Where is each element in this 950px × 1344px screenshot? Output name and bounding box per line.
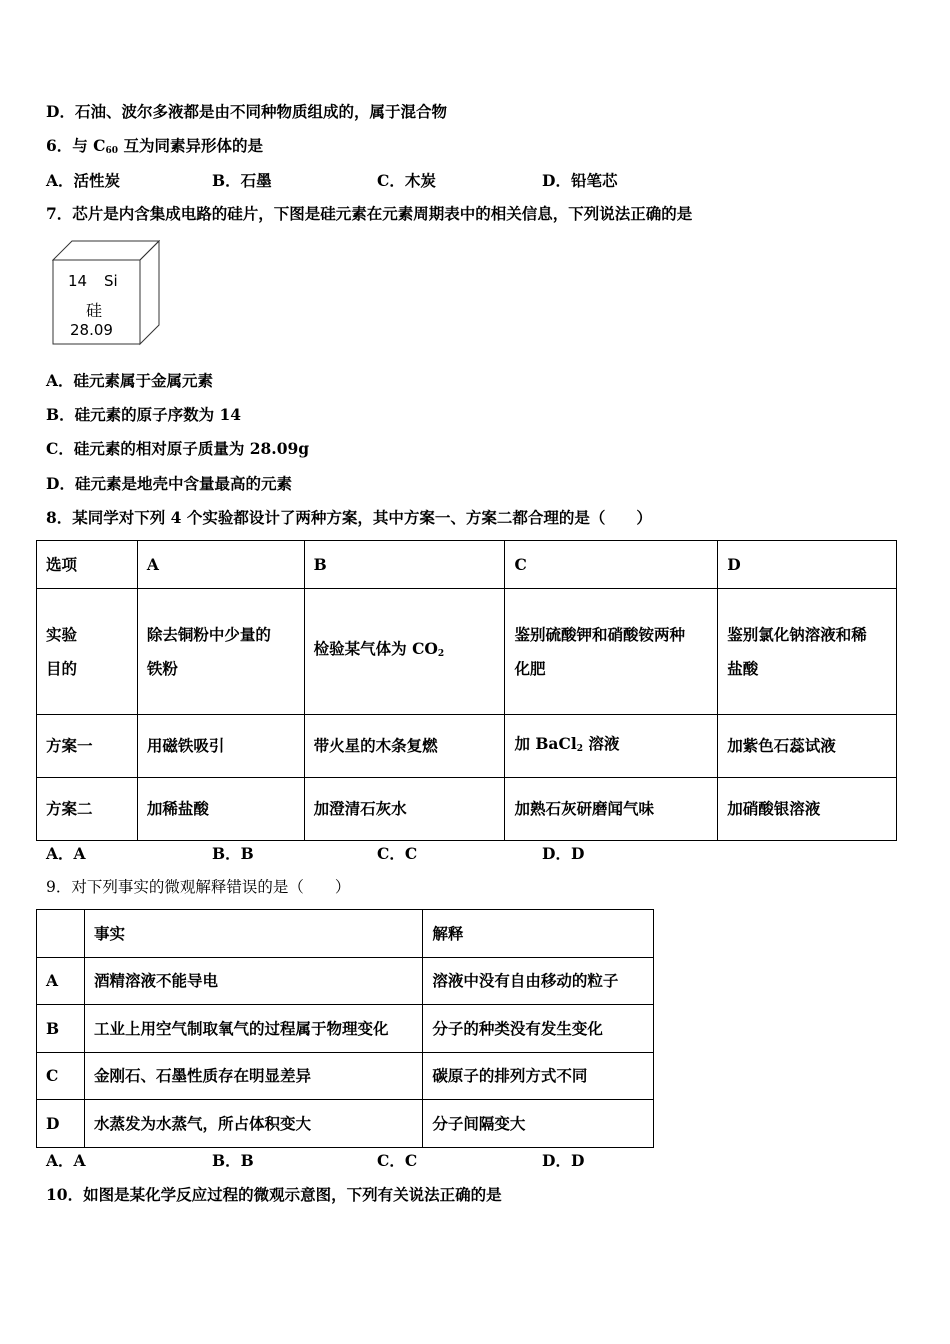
table-cell — [718, 589, 897, 715]
q6-stem-suffix: 互为同素异形体的是 — [118, 136, 263, 155]
table-cell — [137, 589, 304, 715]
cell-line: 鉴别氯化钠溶液和稀 — [727, 624, 867, 644]
table-cell: 加硝酸银溶液 — [718, 778, 897, 841]
row-label-line: 目的 — [46, 658, 78, 678]
table-row — [37, 1005, 654, 1053]
table-cell: 碳原子的排列方式不同 — [423, 1053, 654, 1100]
row-label — [37, 589, 138, 715]
table-header-row — [37, 541, 897, 589]
table-cell — [505, 715, 718, 778]
q6-option-d: D．铅笔芯 — [542, 171, 618, 190]
q6-option-c: C．木炭 — [377, 171, 436, 190]
table-row — [37, 589, 897, 715]
cell-line: 化肥 — [514, 658, 546, 678]
table-cell: 用磁铁吸引 — [137, 715, 304, 778]
cell-line: 检验某气体为 CO — [313, 639, 438, 658]
q7-option-c: C．硅元素的相对原子质量为 28.09g — [46, 439, 310, 458]
cell-line: 除去铜粉中少量的 — [146, 624, 271, 644]
table-row — [37, 1053, 654, 1100]
cell-line: 加 BaCl — [514, 733, 577, 753]
row-label-line: 实验 — [46, 624, 78, 644]
q6-stem-sub: 60 — [105, 146, 119, 156]
table-cell: 酒精溶液不能导电 — [84, 958, 422, 1005]
table-cell: 溶液中没有自由移动的粒子 — [423, 958, 654, 1005]
cell-subscript: 2 — [437, 649, 445, 659]
row-label: 方案二 — [37, 778, 138, 841]
table-cell: 分子的种类没有发生变化 — [423, 1005, 654, 1053]
q9-option-b: B．B — [212, 1151, 254, 1170]
q6-option-a: A．活性炭 — [46, 171, 121, 190]
header-cell: C — [505, 541, 718, 589]
q8-table — [36, 540, 897, 841]
row-label: A — [37, 958, 85, 1005]
q8-stem: 8．某同学对下列 4 个实验都设计了两种方案，其中方案一、方案二都合理的是（ ） — [46, 508, 652, 527]
q8-option-d: D．D — [542, 844, 585, 863]
header-cell: A — [137, 541, 304, 589]
q6-option-b: B．石墨 — [212, 171, 272, 190]
table-cell — [505, 589, 718, 715]
element-symbol: Si — [104, 272, 118, 290]
row-label: 方案一 — [37, 715, 138, 778]
table-cell: 水蒸发为水蒸气，所占体积变大 — [84, 1100, 422, 1148]
table-row — [37, 715, 897, 778]
table-cell: 分子间隔变大 — [423, 1100, 654, 1148]
table-cell: 加紫色石蕊试液 — [718, 715, 897, 778]
cell-subscript: 2 — [576, 743, 583, 754]
table-cell: 加稀盐酸 — [137, 778, 304, 841]
q7-option-b: B．硅元素的原子序数为 14 — [46, 405, 242, 424]
q8-option-c: C．C — [377, 844, 418, 863]
table-cell — [304, 589, 505, 715]
table-header-row — [37, 910, 654, 958]
table-row — [37, 778, 897, 841]
header-cell: 解释 — [423, 910, 654, 958]
table-row — [37, 958, 654, 1005]
q7-stem: 7．芯片是内含集成电路的硅片，下图是硅元素在元素周期表中的相关信息，下列说法正确的是 — [46, 204, 693, 223]
row-label: B — [37, 1005, 85, 1053]
cell-line: 溶液 — [582, 733, 620, 753]
q9-option-d: D．D — [542, 1151, 585, 1170]
row-label: C — [37, 1053, 85, 1100]
table-row — [37, 1100, 654, 1148]
element-name: 硅 — [86, 301, 103, 320]
q7-option-a: A．硅元素属于金属元素 — [46, 371, 214, 390]
q9-stem: 9．对下列事实的微观解释错误的是（ ） — [46, 878, 351, 896]
table-cell: 金刚石、石墨性质存在明显差异 — [84, 1053, 422, 1100]
q5-option-d: D．石油、波尔多液都是由不同种物质组成的，属于混合物 — [46, 102, 447, 121]
q9-option-c: C．C — [377, 1151, 418, 1170]
q6-stem — [46, 136, 263, 161]
q7-option-d: D．硅元素是地壳中含量最高的元素 — [46, 474, 292, 493]
element-atomic-mass: 28.09 — [70, 321, 113, 339]
q8-option-a: A．A — [46, 844, 86, 863]
table-cell: 加熟石灰研磨闻气味 — [505, 778, 718, 841]
header-cell: 选项 — [37, 541, 138, 589]
q10-stem: 10．如图是某化学反应过程的微观示意图，下列有关说法正确的是 — [46, 1185, 502, 1204]
element-atomic-number: 14 — [68, 272, 88, 290]
row-label: D — [37, 1100, 85, 1148]
q9-option-a: A．A — [46, 1151, 86, 1170]
header-cell: B — [304, 541, 505, 589]
header-cell — [37, 910, 85, 958]
table-cell: 加澄清石灰水 — [304, 778, 505, 841]
header-cell: D — [718, 541, 897, 589]
q6-stem-prefix: 6．与 C — [46, 136, 106, 155]
table-cell: 带火星的木条复燃 — [304, 715, 505, 778]
q9-table — [36, 909, 654, 1148]
cell-line: 铁粉 — [146, 658, 178, 678]
q8-option-b: B．B — [212, 844, 254, 863]
table-cell: 工业上用空气制取氧气的过程属于物理变化 — [84, 1005, 422, 1053]
header-cell: 事实 — [84, 910, 422, 958]
cell-line: 鉴别硫酸钾和硝酸铵两种 — [514, 624, 685, 644]
cell-line: 盐酸 — [727, 658, 759, 678]
